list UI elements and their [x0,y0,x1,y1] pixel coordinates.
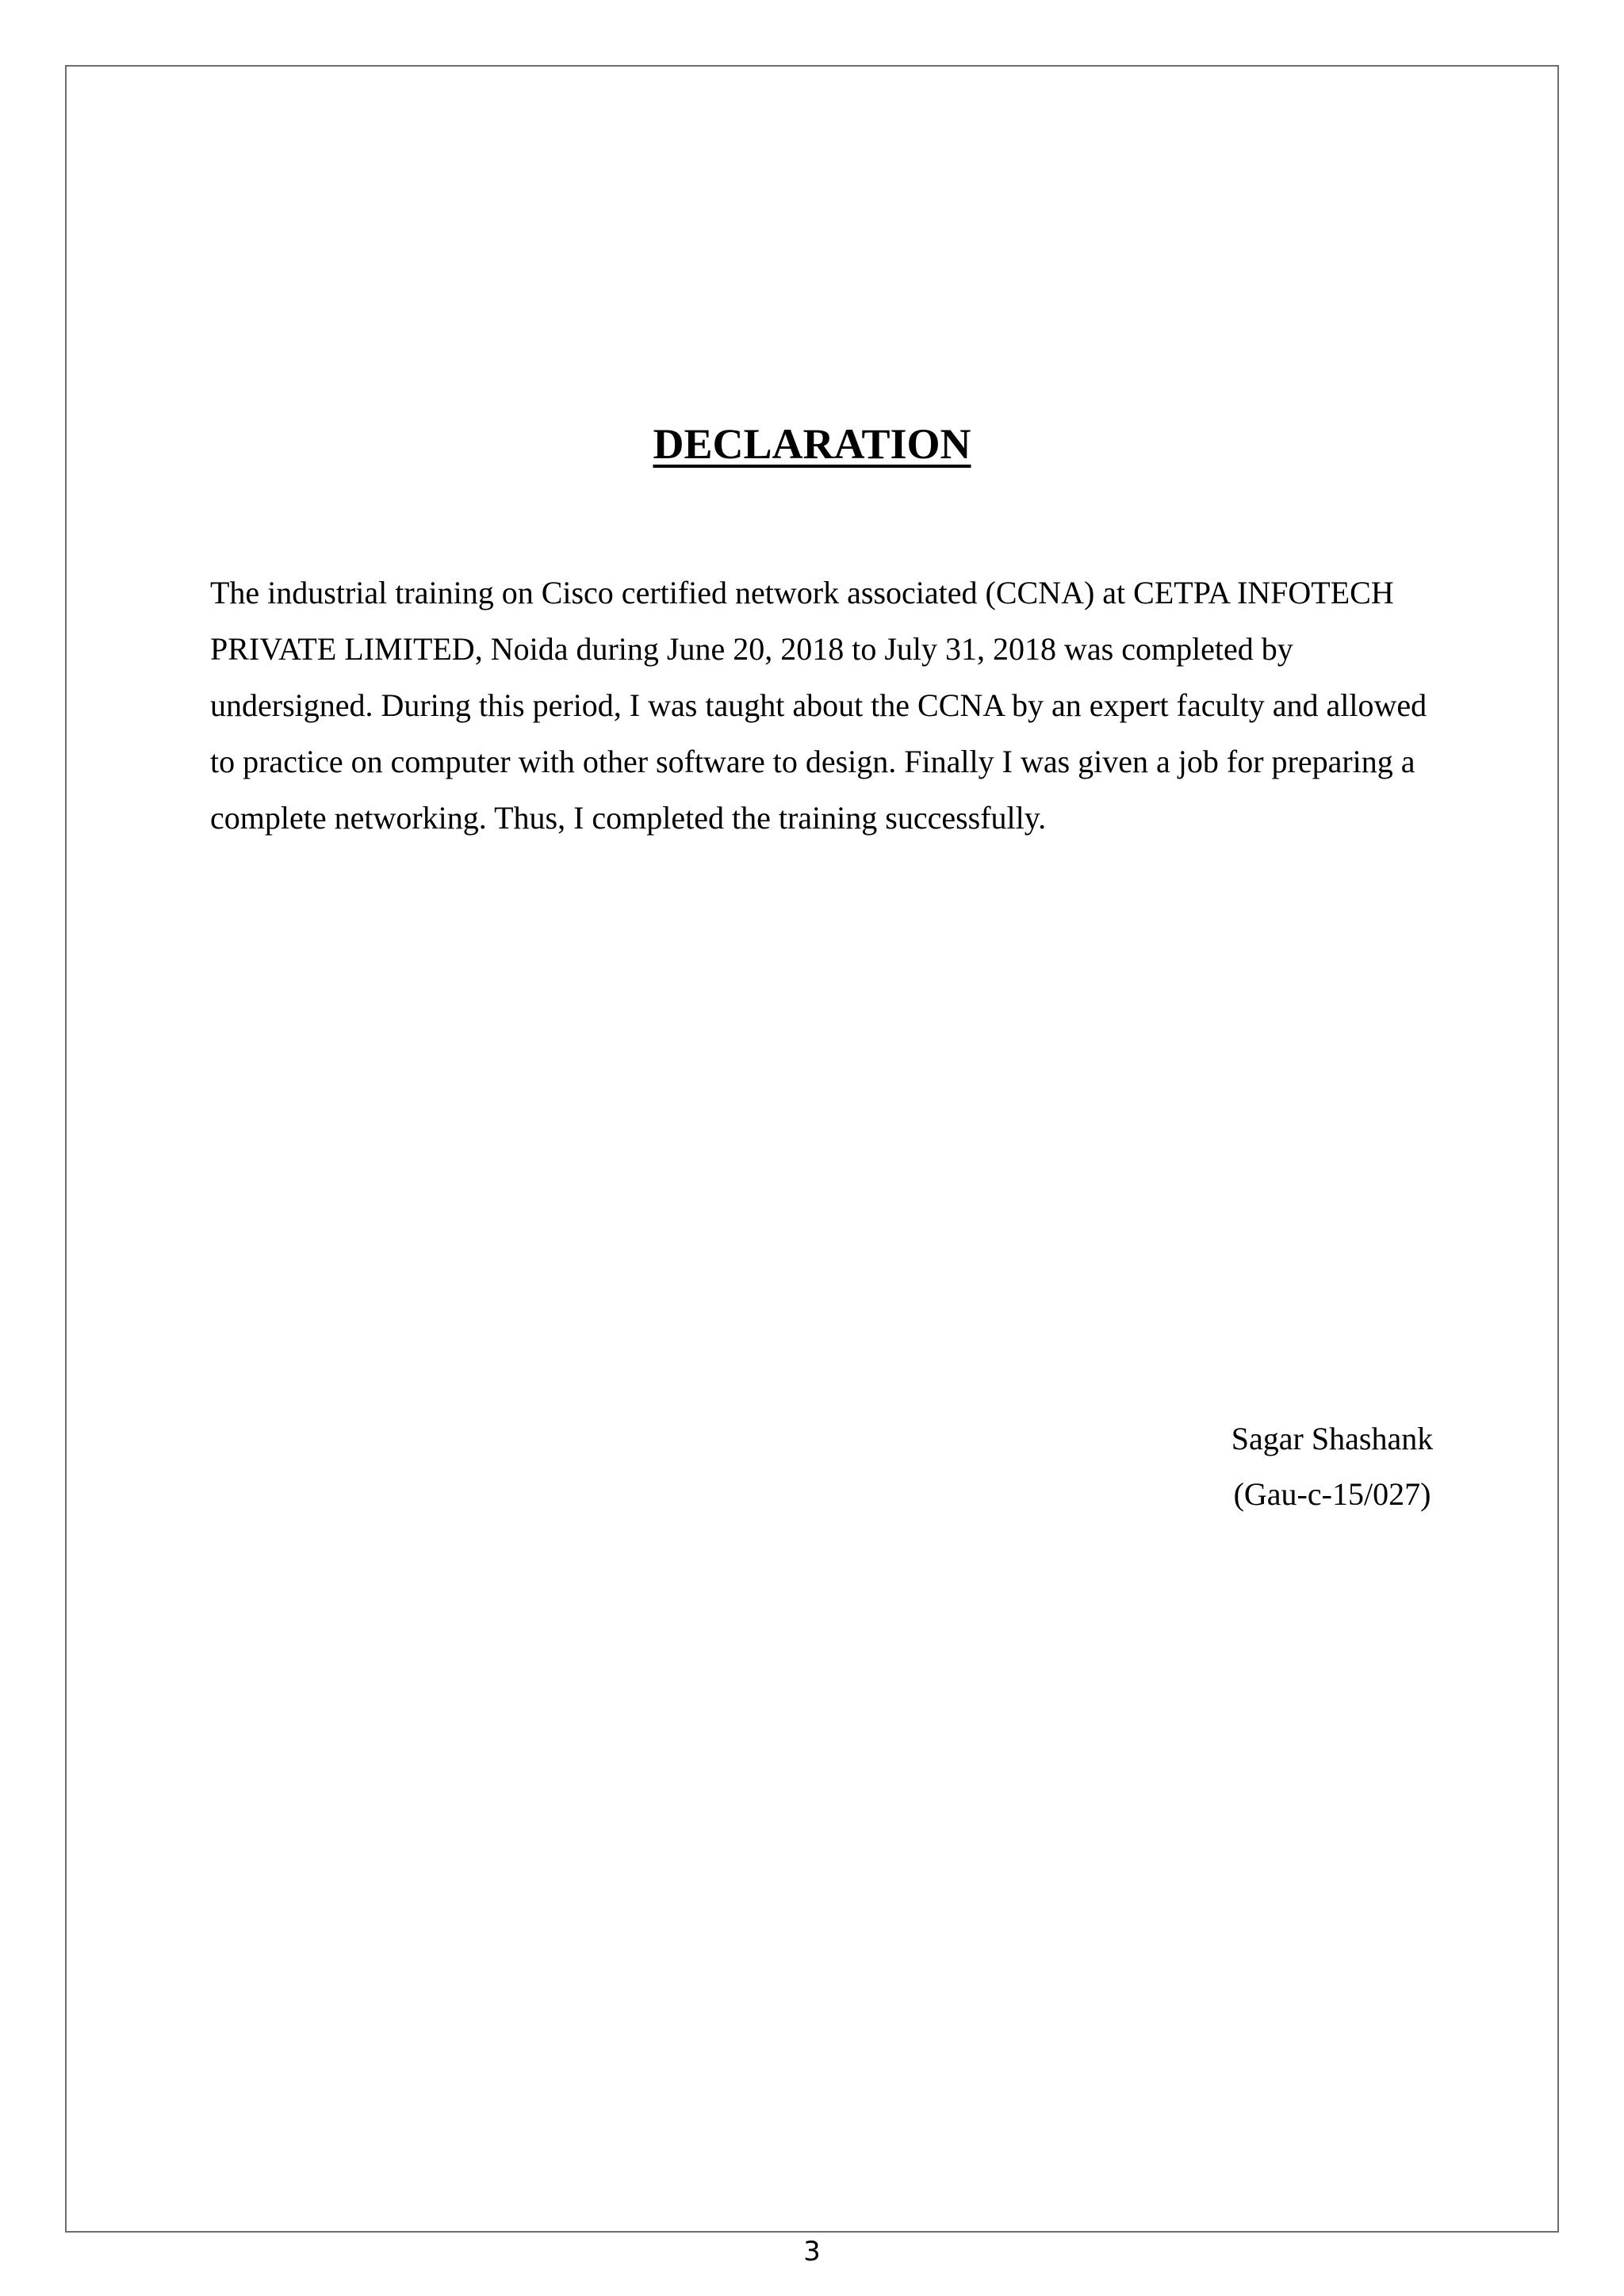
signatory-name: Sagar Shashank [1231,1421,1434,1456]
body-line: undersigned. During this period, I was taught about the CCNA by an expert faculty and allowed [210,687,1427,723]
signatory-id: (Gau-c-15/027) [1233,1476,1431,1512]
page-number: 3 [803,2236,821,2267]
body-line: PRIVATE LIMITED, Noida during June 20, 2018 to July 31, 2018 was completed by [210,631,1293,667]
page-border [65,65,1559,2233]
body-line: complete networking. Thus, I completed the training successfully. [210,800,1047,836]
page-title: DECLARATION [653,420,971,468]
signature-block [1174,1411,1491,1522]
body-line: The industrial training on Cisco certified network associated (CCNA) at CETPA INFOTECH [210,575,1394,610]
body-line: to practice on computer with other software to design. Finally I was given a job for preparing a [210,744,1415,779]
declaration-body [210,564,1511,846]
